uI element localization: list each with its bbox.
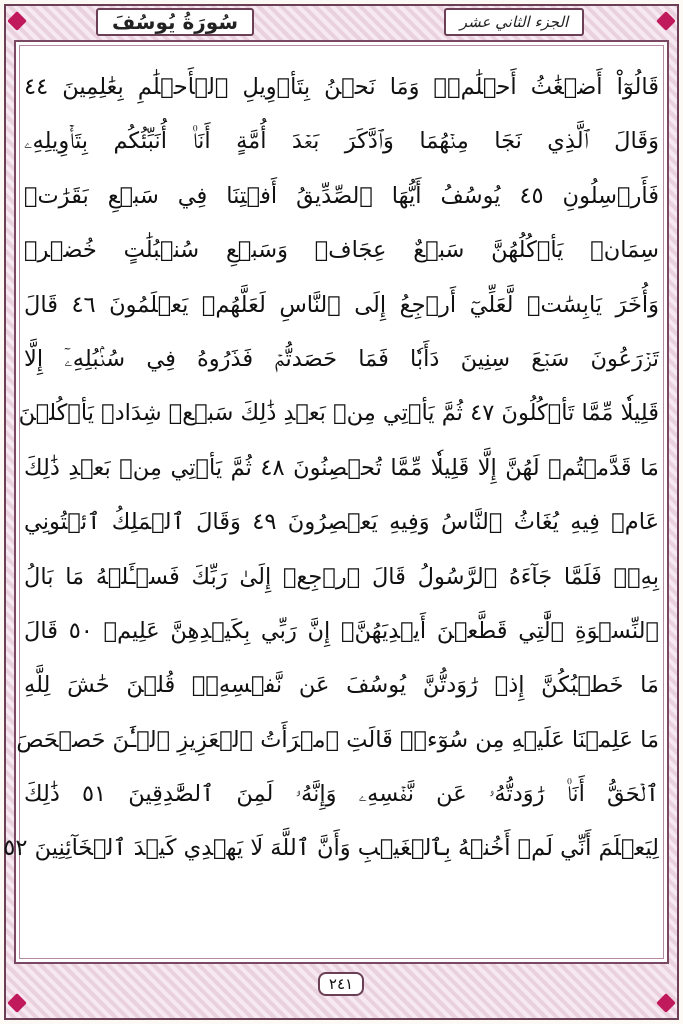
juz-title: الجزء الثاني عشر: [459, 13, 569, 31]
text-line-3: فَأَرۡسِلُونِ ٤٥ يُوسُفُ أَيُّهَا ٱلصِّدِّيقُ أَفۡتِنَا فِي سَبۡعِ بَقَرَٰتٖ: [24, 182, 659, 209]
text-line-9: عَامٞ فِيهِ يُغَاثُ ٱلنَّاسُ وَفِيهِ يَعۡصِرُونَ ٤٩ وَقَالَ ٱلۡمَلِكُ ٱئۡتُونِي: [24, 509, 659, 536]
surah-title: سُورَةُ يُوسُفَ: [111, 10, 239, 34]
quran-text: [3, 60, 659, 950]
text-line-13: مَا عَلِمۡنَا عَلَيۡهِ مِن سُوٓءٖۚ قَالَتِ ٱمۡرَأَتُ ٱلۡعَزِيزِ ٱلۡـَٰٔنَ حَصۡحَصَ: [16, 726, 659, 753]
text-line-10: بِهِۦۖ فَلَمَّا جَآءَهُ ٱلرَّسُولُ قَالَ ٱرۡجِعۡ إِلَىٰ رَبِّكَ فَسۡـَٔلۡهُ مَا بَالُ: [24, 563, 659, 590]
text-line-4: سِمَانٖ يَأۡكُلُهُنَّ سَبۡعٌ عِجَافٞ وَسَبۡعِ سُنۢبُلَٰتٍ خُضۡرٖ: [24, 237, 659, 264]
text-line-7: قَلِيلٗا مِّمَّا تَأۡكُلُونَ ٤٧ ثُمَّ يَأۡتِي مِنۢ بَعۡدِ ذَٰلِكَ سَبۡعٞ شِدَادٞ يَأۡكُلۡنَ: [18, 400, 659, 427]
text-line-2: وَقَالَ ٱلَّذِي نَجَا مِنۡهُمَا وَٱدَّكَرَ بَعۡدَ أُمَّةٍ أَنَا۠ أُنَبِّئُكُم بِتَأۡوِيلِهِۦ: [24, 128, 659, 155]
text-line-5: وَأُخَرَ يَابِسَٰتٖ لَّعَلِّيٓ أَرۡجِعُ إِلَى ٱلنَّاسِ لَعَلَّهُمۡ يَعۡلَمُونَ ٤٦ قَالَ: [24, 291, 659, 318]
text-line-15: لِيَعۡلَمَ أَنِّي لَمۡ أَخُنۡهُ بِٱلۡغَيۡبِ وَأَنَّ ٱللَّهَ لَا يَهۡدِي كَيۡدَ ٱلۡخَآئِنِينَ ٥٢: [3, 835, 659, 862]
text-line-6: تَزۡرَعُونَ سَبۡعَ سِنِينَ دَأَبٗا فَمَا حَصَدتُّمۡ فَذَرُوهُ فِي سُنۢبُلِهِۦٓ إِلَّا: [24, 345, 659, 372]
juz-title-box: [444, 8, 584, 36]
text-line-12: مَا خَطۡبُكُنَّ إِذۡ رَٰوَدتُّنَّ يُوسُفَ عَن نَّفۡسِهِۦۚ قُلۡنَ حَٰشَ لِلَّهِ: [24, 672, 659, 699]
surah-title-box: [96, 8, 254, 36]
page-number: ٢٤١: [318, 972, 364, 996]
text-line-1: قَالُوٓاْ أَضۡغَٰثُ أَحۡلَٰمٖۖ وَمَا نَحۡنُ بِتَأۡوِيلِ ٱلۡأَحۡلَٰمِ بِعَٰلِمِينَ ٤٤: [24, 74, 659, 100]
text-line-11: ٱلنِّسۡوَةِ ٱلَّٰتِي قَطَّعۡنَ أَيۡدِيَهُنَّۚ إِنَّ رَبِّي بِكَيۡدِهِنَّ عَلِيمٞ ٥٠ قَالَ: [24, 617, 659, 644]
text-line-14: ٱلۡحَقُّ أَنَا۠ رَٰوَدتُّهُۥ عَن نَّفۡسِهِۦ وَإِنَّهُۥ لَمِنَ ٱلصَّٰدِقِينَ ٥١ ذَٰلِكَ: [24, 781, 659, 808]
text-line-8: مَا قَدَّمۡتُمۡ لَهُنَّ إِلَّا قَلِيلٗا مِّمَّا تُحۡصِنُونَ ٤٨ ثُمَّ يَأۡتِي مِنۢ بَعۡدِ ذَٰلِكَ: [24, 454, 659, 481]
